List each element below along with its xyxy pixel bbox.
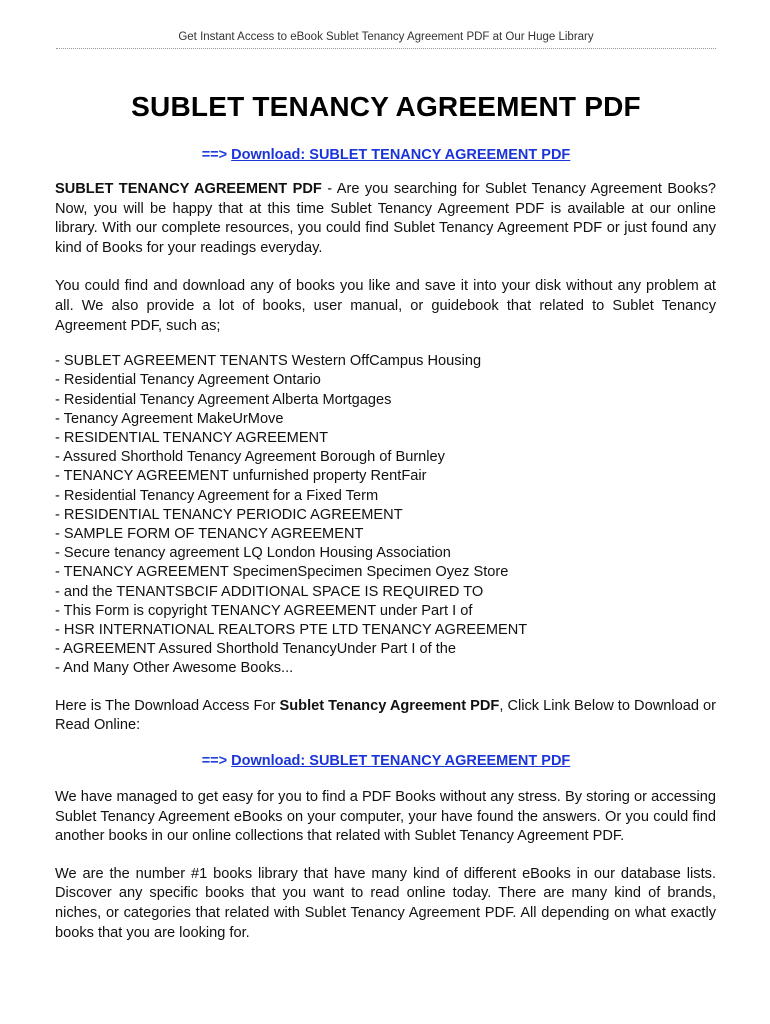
list-item: - TENANCY AGREEMENT unfurnished property RentFair <box>55 468 427 485</box>
document-body-lower <box>55 788 716 943</box>
access-text-after: , Click Link Below to Download or Read Online: <box>55 697 716 734</box>
list-item: - Tenancy Agreement MakeUrMove <box>55 410 284 427</box>
download-arrow-prefix: ==> <box>201 147 228 163</box>
access-text-before: Here is The Download Access For <box>55 697 280 714</box>
download-link-top[interactable]: Download: SUBLET TENANCY AGREEMENT PDF <box>231 147 571 163</box>
download-arrow-prefix: ==> <box>201 753 228 769</box>
list-item: - TENANCY AGREEMENT SpecimenSpecimen Specimen Oyez Store <box>55 564 509 581</box>
intro-bold-title: SUBLET TENANCY AGREEMENT PDF <box>55 181 322 197</box>
document-body <box>55 180 716 736</box>
list-item: - This Form is copyright TENANCY AGREEMENT under Part I of <box>55 602 473 619</box>
list-item: - RESIDENTIAL TENANCY PERIODIC AGREEMENT <box>55 506 403 523</box>
list-item: - SAMPLE FORM OF TENANCY AGREEMENT <box>55 525 364 542</box>
related-books-list <box>55 352 716 678</box>
intro-text: - Are you searching for Sublet Tenancy Agreement Books? Now, you will be happy that at this time Sublet Tenancy Agreement PDF is available at our online library. With our complete resources, you could find Sublet Tenancy Agreement PDF or just found any kind of Books for your readings everyday. <box>55 181 717 256</box>
list-item: - And Many Other Awesome Books... <box>55 660 294 677</box>
list-item: - RESIDENTIAL TENANCY AGREEMENT <box>55 429 329 446</box>
access-paragraph <box>55 697 716 736</box>
intro-paragraph <box>55 180 716 258</box>
header-divider <box>56 48 716 49</box>
list-item: - Secure tenancy agreement LQ London Housing Association <box>55 545 451 562</box>
download-line-top <box>56 146 716 164</box>
list-item: - SUBLET AGREEMENT TENANTS Western OffCampus Housing <box>55 353 482 370</box>
list-item: - HSR INTERNATIONAL REALTORS PTE LTD TENANCY AGREEMENT <box>55 622 528 638</box>
list-item: - Residential Tenancy Agreement for a Fixed Term <box>55 487 379 504</box>
page-header: Get Instant Access to eBook Sublet Tenancy Agreement PDF at Our Huge Library <box>178 31 594 43</box>
managed-paragraph: We have managed to get easy for you to find a PDF Books without any stress. By storing or accessing Sublet Tenancy Agreement eBooks on your computer, your have found the answers. Or you could find another books in our online collections that related with Sublet Tenancy Agreement PDF. <box>55 789 716 845</box>
download-link-bottom[interactable]: Download: SUBLET TENANCY AGREEMENT PDF <box>231 753 571 769</box>
list-item: - Assured Shorthold Tenancy Agreement Borough of Burnley <box>55 449 445 466</box>
document-title: SUBLET TENANCY AGREEMENT PDF <box>131 91 641 122</box>
list-item: - and the TENANTSBCIF ADDITIONAL SPACE IS REQUIRED TO <box>55 583 484 600</box>
list-item: - AGREEMENT Assured Shorthold TenancyUnder Part I of the <box>55 641 456 658</box>
download-line-bottom <box>56 752 716 770</box>
access-bold-title: Sublet Tenancy Agreement PDF <box>279 697 500 714</box>
books-paragraph: You could find and download any of books you like and save it into your disk without any problem at all. We also provide a lot of books, user manual, or guidebook that related to Sublet Tenancy Agreement PDF, such as; <box>55 278 716 334</box>
list-item: - Residential Tenancy Agreement Ontario <box>55 372 321 389</box>
library-paragraph: We are the number #1 books library that have many kind of different eBooks in our database lists. Discover any specific books that you want to read online today. There are many kind of brands, niches, or categories that related with Sublet Tenancy Agreement PDF. All depending on what exactly books that you are looking for. <box>55 865 716 941</box>
list-item: - Residential Tenancy Agreement Alberta Mortgages <box>55 391 392 408</box>
